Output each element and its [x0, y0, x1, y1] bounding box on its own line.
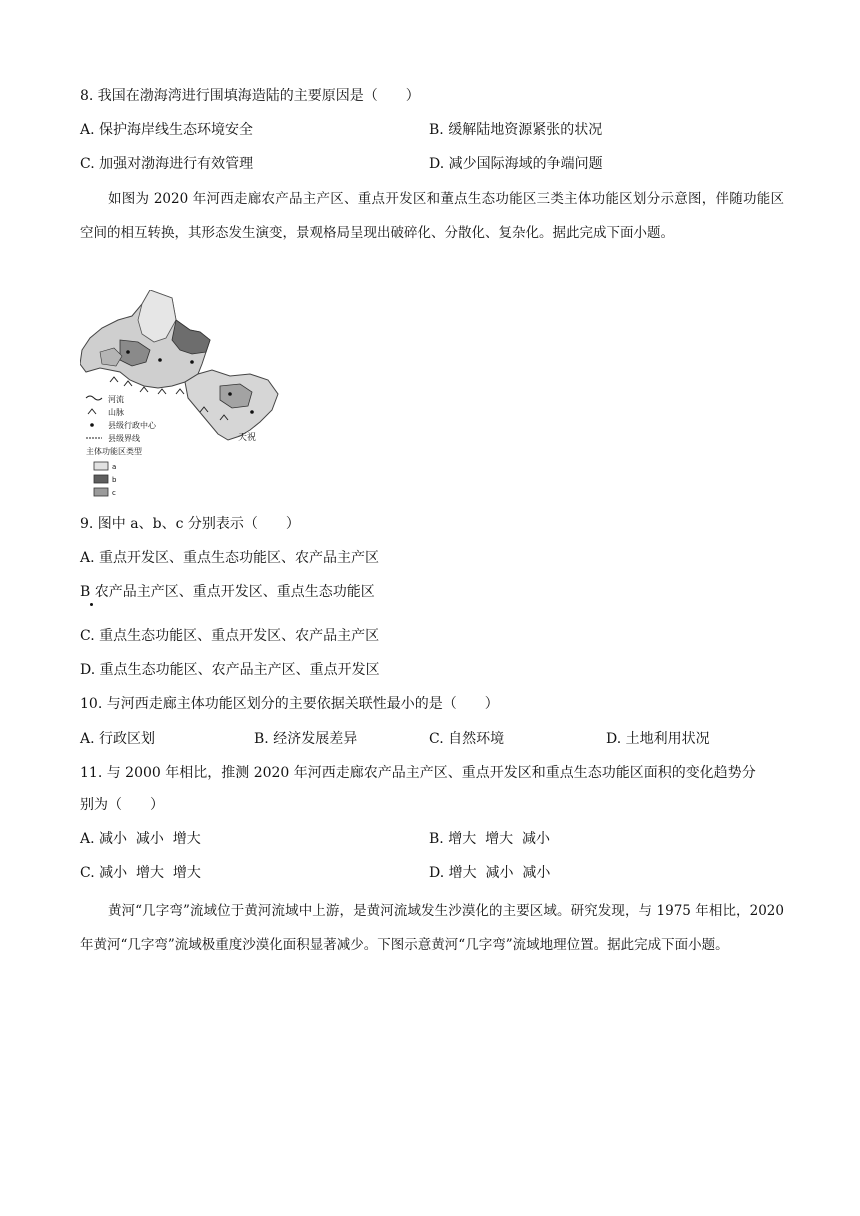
- county-center-dot: [126, 350, 130, 354]
- question-9-option-a: A. 重点开发区、重点生态功能区、农产品主产区: [80, 550, 380, 566]
- legend-county-boundary-label: 县级界线: [108, 434, 140, 443]
- question-11-option-c: C. 减小 增大 增大: [80, 865, 201, 881]
- question-10-stem: 10. 与河西走廊主体功能区划分的主要依据关联性最小的是（ ）: [80, 696, 499, 712]
- legend-zone-type-title: 主体功能区类型: [86, 447, 142, 456]
- question-11-option-b: B. 增大 增大 减小: [429, 831, 550, 847]
- question-11-option-d: D. 增大 减小 减小: [429, 865, 551, 881]
- legend-label-a: a: [112, 463, 117, 471]
- legend-label-b: b: [112, 476, 117, 484]
- question-9-option-c: C. 重点生态功能区、重点开发区、农产品主产区: [80, 628, 380, 644]
- legend-label-c: c: [112, 489, 116, 497]
- question-8-option-b: B. 缓解陆地资源紧张的状况: [429, 122, 603, 138]
- question-9-stem: 9. 图中 a、b、c 分别表示（ ）: [80, 516, 300, 532]
- legend-swatch-b: [94, 475, 108, 483]
- question-11-stem-line-1: 11. 与 2000 年相比，推测 2020 年河西走廊农产品主产区、重点开发区和重点生态功能区面积的变化趋势分: [80, 765, 756, 781]
- map-place-label: 天祝: [238, 433, 257, 443]
- question-9-option-d: D. 重点生态功能区、农产品主产区、重点开发区: [80, 662, 380, 678]
- intro-paragraph-hexi: 如图为 2020 年河西走廊农产品主产区、重点开发区和董点生态功能区三类主体功能区划分示意图，伴随功能区空间的相互转换，其形态发生演变，景观格局呈现出破碎化、分散化、复杂化。据此完成下面小题。: [80, 191, 785, 241]
- question-11-stem-line-2: 别为（ ）: [80, 797, 164, 813]
- question-10-option-d: D. 土地利用状况: [606, 731, 710, 747]
- stray-dot-mark: [90, 603, 93, 606]
- question-8-option-c: C. 加强对渤海进行有效管理: [80, 156, 254, 172]
- question-11-option-a: A. 减小 减小 增大: [80, 831, 201, 847]
- intro-paragraph-yellow-river: 黄河“几字弯”流域位于黄河流域中上游，是黄河流域发生沙漠化的主要区域。研究发现，与 1975 年相比，2020 年黄河“几字弯”流域极重度沙漠化面积显著减少。下图示意黄河“几字弯”流域地理位置。据此完成下面小题。: [80, 903, 784, 953]
- question-10-option-a: A. 行政区划: [80, 731, 156, 747]
- county-center-dot: [158, 358, 162, 362]
- county-center-dot: [190, 360, 194, 364]
- legend-mountain-icon: [88, 409, 96, 414]
- map-figure: [80, 290, 285, 500]
- legend-river-icon: [86, 396, 102, 400]
- question-8-option-d: D. 减少国际海域的争端问题: [429, 156, 603, 172]
- question-9-option-b: B 农产品主产区、重点开发区、重点生态功能区: [80, 584, 375, 600]
- legend-river-label: 河流: [108, 395, 124, 404]
- question-10-option-b: B. 经济发展差异: [254, 731, 358, 747]
- county-center-dot: [250, 410, 254, 414]
- question-8-stem: 8. 我国在渤海湾进行围填海造陆的主要原因是（ ）: [80, 88, 420, 104]
- hexi-corridor-map: [80, 290, 285, 500]
- county-center-dot: [228, 392, 232, 396]
- legend-swatch-a: [94, 462, 108, 470]
- question-8-option-a: A. 保护海岸线生态环境安全: [80, 122, 254, 138]
- question-10-option-c: C. 自然环境: [429, 731, 505, 747]
- legend-swatch-c: [94, 488, 108, 496]
- legend-county-center-label: 县级行政中心: [108, 421, 156, 430]
- legend-mountain-label: 山脉: [108, 408, 124, 417]
- legend-county-center-icon: [90, 423, 94, 427]
